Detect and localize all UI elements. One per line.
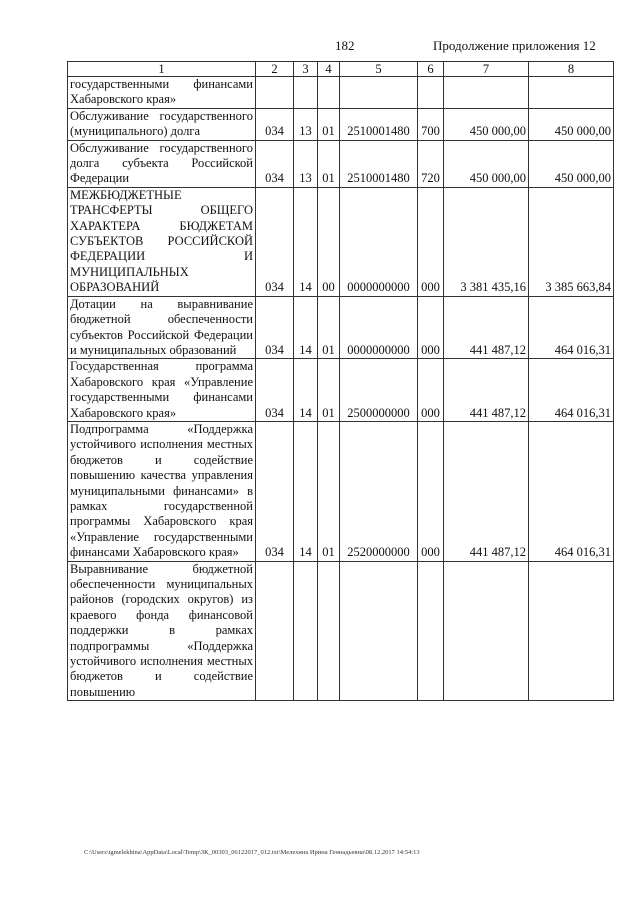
section-code (294, 77, 318, 109)
row-name: Государственная программа Хабаровского края «Управление государственными финансами Хабаровского края» (68, 359, 256, 422)
section-code: 13 (294, 108, 318, 140)
column-header: 2 (256, 62, 294, 77)
subsection-code: 01 (318, 359, 340, 422)
amount-2018: 441 487,12 (444, 296, 529, 359)
amount-2018 (444, 77, 529, 109)
column-header: 4 (318, 62, 340, 77)
target-article-code: 2510001480 (340, 108, 418, 140)
amount-2019 (529, 561, 614, 701)
amount-2019: 3 385 663,84 (529, 187, 614, 296)
target-article-code (340, 77, 418, 109)
section-code: 14 (294, 296, 318, 359)
column-header: 7 (444, 62, 529, 77)
subsection-code: 01 (318, 296, 340, 359)
amount-2019: 450 000,00 (529, 108, 614, 140)
table-row (68, 296, 614, 359)
expense-type-code: 000 (418, 421, 444, 561)
table-row (68, 421, 614, 561)
expense-type-code (418, 561, 444, 701)
amount-2019: 464 016,31 (529, 359, 614, 422)
gr-code: 034 (256, 421, 294, 561)
table-row (68, 561, 614, 701)
continuation-label: Продолжение приложения 12 (433, 38, 596, 53)
target-article-code: 2520000000 (340, 421, 418, 561)
amount-2019: 464 016,31 (529, 296, 614, 359)
table-row (68, 187, 614, 296)
expense-type-code: 000 (418, 359, 444, 422)
amount-2018: 441 487,12 (444, 359, 529, 422)
row-name: МЕЖБЮДЖЕТНЫЕ ТРАНСФЕРТЫ ОБЩЕГО ХАРАКТЕРА БЮДЖЕТАМ СУБЪЕКТОВ РОССИЙСКОЙ ФЕДЕРАЦИИ И МУНИЦИПАЛЬНЫХ ОБРАЗОВАНИЙ (68, 187, 256, 296)
subsection-code: 00 (318, 187, 340, 296)
subsection-code (318, 561, 340, 701)
column-header: 5 (340, 62, 418, 77)
expense-type-code: 000 (418, 296, 444, 359)
row-name: Обслуживание государственного долга субъекта Российской Федерации (68, 140, 256, 187)
section-code: 14 (294, 421, 318, 561)
target-article-code: 0000000000 (340, 296, 418, 359)
target-article-code: 2510001480 (340, 140, 418, 187)
expense-type-code (418, 77, 444, 109)
column-header: 8 (529, 62, 614, 77)
gr-code (256, 77, 294, 109)
target-article-code (340, 561, 418, 701)
row-name: Обслуживание государственного (муниципального) долга (68, 108, 256, 140)
row-name: Дотации на выравнивание бюджетной обеспеченности субъектов Российской Федерации и муниципальных образований (68, 296, 256, 359)
row-name: государственными финансами Хабаровского края» (68, 77, 256, 109)
gr-code (256, 561, 294, 701)
subsection-code: 01 (318, 108, 340, 140)
budget-table (67, 61, 614, 701)
page-number: 182 (335, 38, 355, 53)
amount-2019: 450 000,00 (529, 140, 614, 187)
section-code (294, 561, 318, 701)
gr-code: 034 (256, 140, 294, 187)
amount-2018 (444, 561, 529, 701)
table-row (68, 108, 614, 140)
expense-type-code: 700 (418, 108, 444, 140)
gr-code: 034 (256, 108, 294, 140)
amount-2019: 464 016,31 (529, 421, 614, 561)
expense-type-code: 000 (418, 187, 444, 296)
footer-path: C:\Users\igmelekhina\AppData\Local\Temp\ЗК_00303_06122017_012.txt\Мелехина Ирина Геннадьевна\08.12.2017 14:54:13 (84, 849, 420, 856)
subsection-code: 01 (318, 140, 340, 187)
amount-2019 (529, 77, 614, 109)
gr-code: 034 (256, 296, 294, 359)
amount-2018: 450 000,00 (444, 140, 529, 187)
table-row (68, 359, 614, 422)
section-code: 13 (294, 140, 318, 187)
gr-code: 034 (256, 187, 294, 296)
amount-2018: 3 381 435,16 (444, 187, 529, 296)
amount-2018: 450 000,00 (444, 108, 529, 140)
table-row (68, 77, 614, 109)
row-name: Подпрограмма «Поддержка устойчивого исполнения местных бюджетов и содействие повышению качества управления муниципальными финансами» в рамках государственной программы Хабаровского края «Управление государственными финансами Хабаровского края» (68, 421, 256, 561)
table-header-row (68, 62, 614, 77)
column-header: 1 (68, 62, 256, 77)
subsection-code: 01 (318, 421, 340, 561)
target-article-code: 0000000000 (340, 187, 418, 296)
amount-2018: 441 487,12 (444, 421, 529, 561)
table-row (68, 140, 614, 187)
section-code: 14 (294, 187, 318, 296)
section-code: 14 (294, 359, 318, 422)
target-article-code: 2500000000 (340, 359, 418, 422)
expense-type-code: 720 (418, 140, 444, 187)
column-header: 3 (294, 62, 318, 77)
row-name: Выравнивание бюджетной обеспеченности муниципальных районов (городских округов) из краевого фонда финансовой поддержки в рамках подпрограммы «Поддержка устойчивого исполнения местных бюджетов и содействие повышению (68, 561, 256, 701)
subsection-code (318, 77, 340, 109)
gr-code: 034 (256, 359, 294, 422)
column-header: 6 (418, 62, 444, 77)
